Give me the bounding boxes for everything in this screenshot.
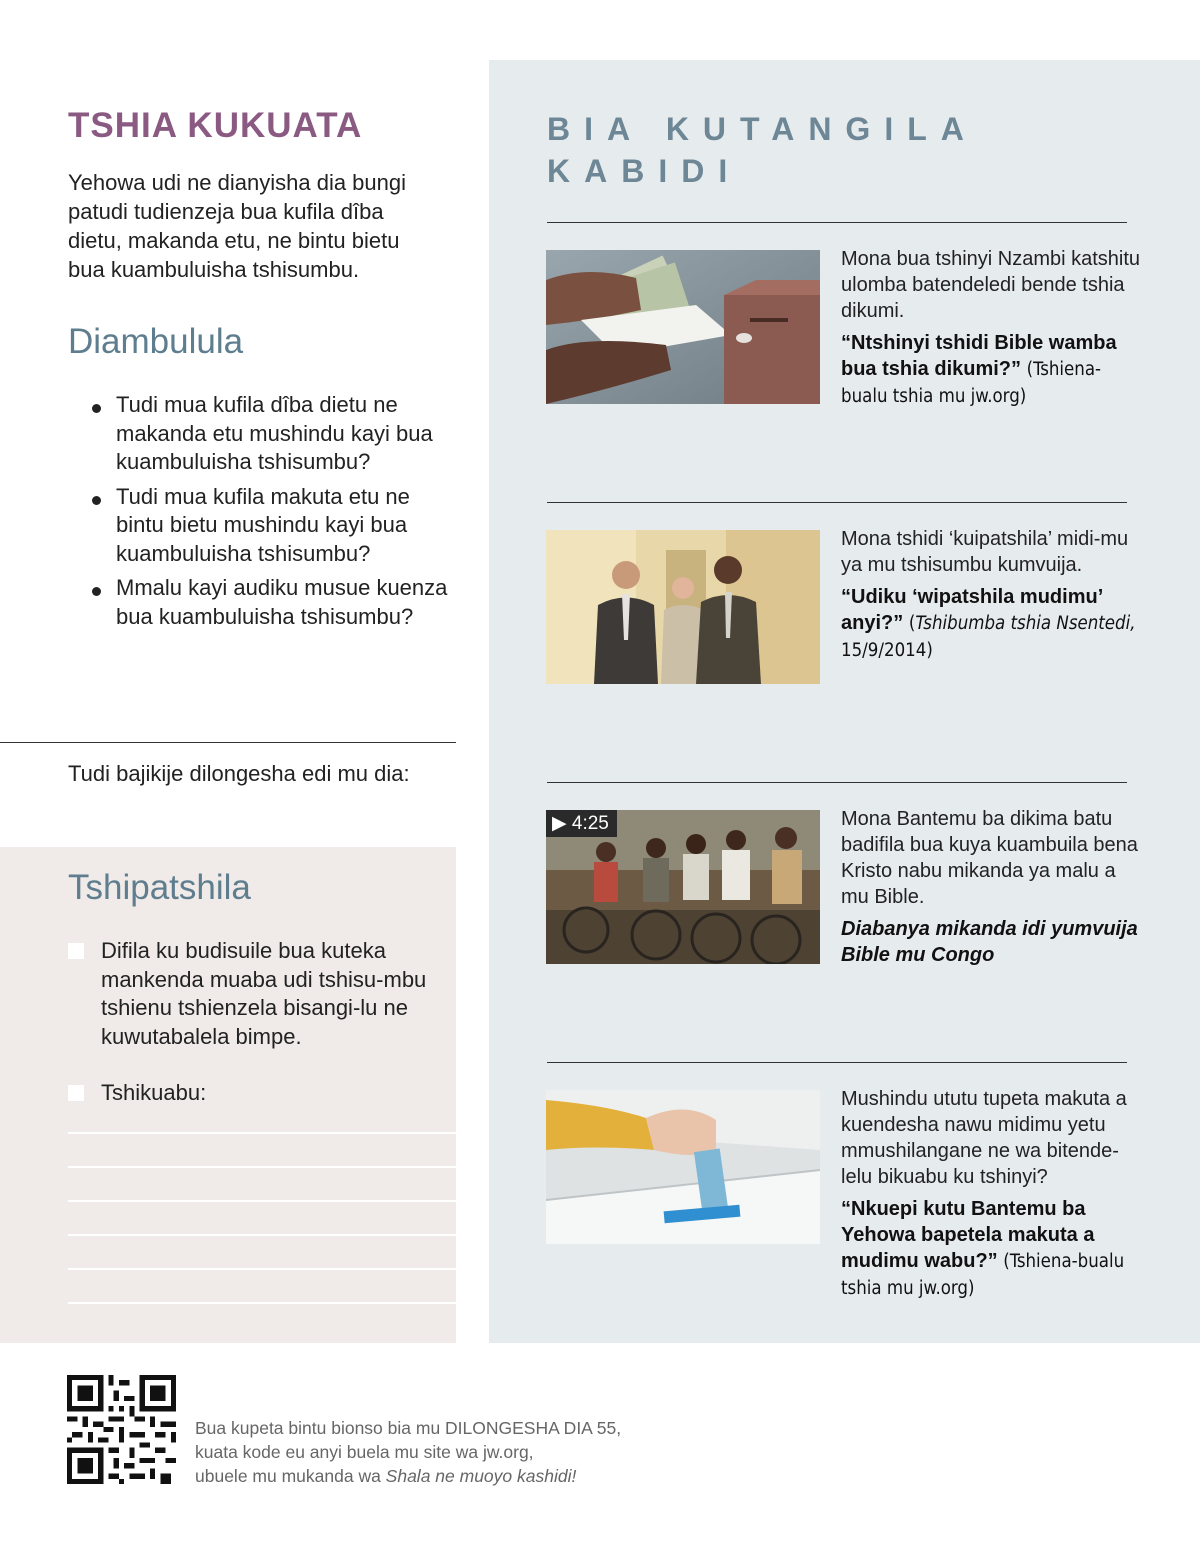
item-reference[interactable] [841,916,1141,968]
goal-checkbox[interactable] [68,943,84,959]
summary-text: Yehowa udi ne dianyisha dia bungi patudi tudienzeja bua kufila dîba dietu, makanda etu, ne bintu bietu bua kuambuluisha tshisumbu. [68,170,407,282]
review-heading: Diambulula [68,322,244,361]
learn-more-item [841,1086,1141,1302]
divider [547,782,1127,783]
play-icon: ▶ [552,813,572,834]
divider [0,742,456,743]
goal-item-text: Tshikuabu: [101,1080,207,1105]
writing-line[interactable] [68,1268,456,1270]
bullet-icon [92,496,101,505]
reference-title[interactable]: “Ntshinyi tshidi Bible wamba bua tshia dikumi?” [841,332,1117,380]
divider [547,502,1127,503]
footer-text: Bua kupeta bintu bionso bia mu DILONGESHA DIA 55, kuata kode eu anyi buela mu site wa jw.org, ubuele mu mukanda wa Shala ne muoyo kashidi! [195,1418,622,1486]
donation-envelope-image[interactable] [546,250,820,404]
learn-more-item [841,806,1141,968]
writing-line[interactable] [68,1166,456,1168]
reference-title[interactable]: “Nkuepi kutu Bantemu ba Yehowa bapetela makuta a mudimu wabu?” [841,1198,1095,1272]
reference-source: (Tshiena-bualu tshia mu jw.org) [841,1251,1125,1299]
bullet-icon [92,404,101,413]
qr-code-icon[interactable] [67,1375,176,1484]
goal-heading: Tshipatshila [68,868,251,907]
item-reference[interactable] [841,330,1141,410]
learn-more-heading: BIA KUTANGILA KABIDI [547,111,977,189]
goal-item-text: Difila ku budisuile bua kuteka mankenda muaba udi tshisu-mbu tshienu tshienzela bisangi-lu ne kuwutabalela bimpe. [101,938,427,1049]
learn-more-item [841,526,1141,664]
reference-title[interactable]: “Udiku ‘wipatshila mudimu’ anyi?” [841,586,1103,634]
learn-more-item [841,246,1141,410]
writing-line[interactable] [68,1200,456,1202]
brothers-talking-image[interactable] [546,530,820,684]
video-thumbnail[interactable] [546,810,820,964]
contribution-box-image[interactable] [546,1090,820,1244]
goal-item [68,937,438,1051]
summary-heading: TSHIA KUKUATA [68,106,363,145]
review-question: Mmalu kayi audiku musue kuenza bua kuambuluisha tshisumbu? [92,574,462,631]
writing-line[interactable] [68,1132,456,1134]
item-description: Mona bua tshinyi Nzambi katshitu ulomba batendeledi bende tshia dikumi. [841,248,1141,322]
reference-source: (Tshiena-bualu tshia mu jw.org) [841,359,1102,407]
review-question: Tudi mua kufila makuta etu ne bintu bietu mushindu kayi bua kuambuluisha tshisumbu? [92,483,462,569]
review-questions [92,391,462,637]
video-duration-badge: ▶ 4:25 [546,810,617,837]
reference-title[interactable]: Diabanya mikanda idi yumvuija Bible mu Congo [841,918,1138,966]
divider [547,222,1127,223]
goal-item-other [68,1079,438,1108]
item-description: Mona tshidi ‘kuipatshila’ midi-mu ya mu tshisumbu kumvuija. [841,528,1129,576]
divider [547,1062,1127,1063]
item-description: Mushindu ututu tupeta makuta a kuendesha nawu midimu yetu mmushilangane ne wa bitende-lelu bikuabu ku tshinyi? [841,1088,1127,1188]
writing-line[interactable] [68,1302,456,1304]
item-reference[interactable] [841,584,1141,664]
goal-checkbox[interactable] [68,1085,84,1101]
item-description: Mona Bantemu ba dikima batu badifila bua kuya kuambuila bena Kristo nabu mikanda ya malu a mu Bible. [841,808,1138,908]
writing-line[interactable] [68,1234,456,1236]
review-question: Tudi mua kufila dîba dietu ne makanda etu mushindu kayi bua kuambuluisha tshisumbu? [92,391,462,477]
item-reference[interactable] [841,1196,1141,1302]
reference-source: (Tshibumba tshia Nsentedi, 15/9/2014) [841,613,1136,661]
discussed-date-label: Tudi bajikije dilongesha edi mu dia: [68,761,410,786]
bullet-icon [92,587,101,596]
